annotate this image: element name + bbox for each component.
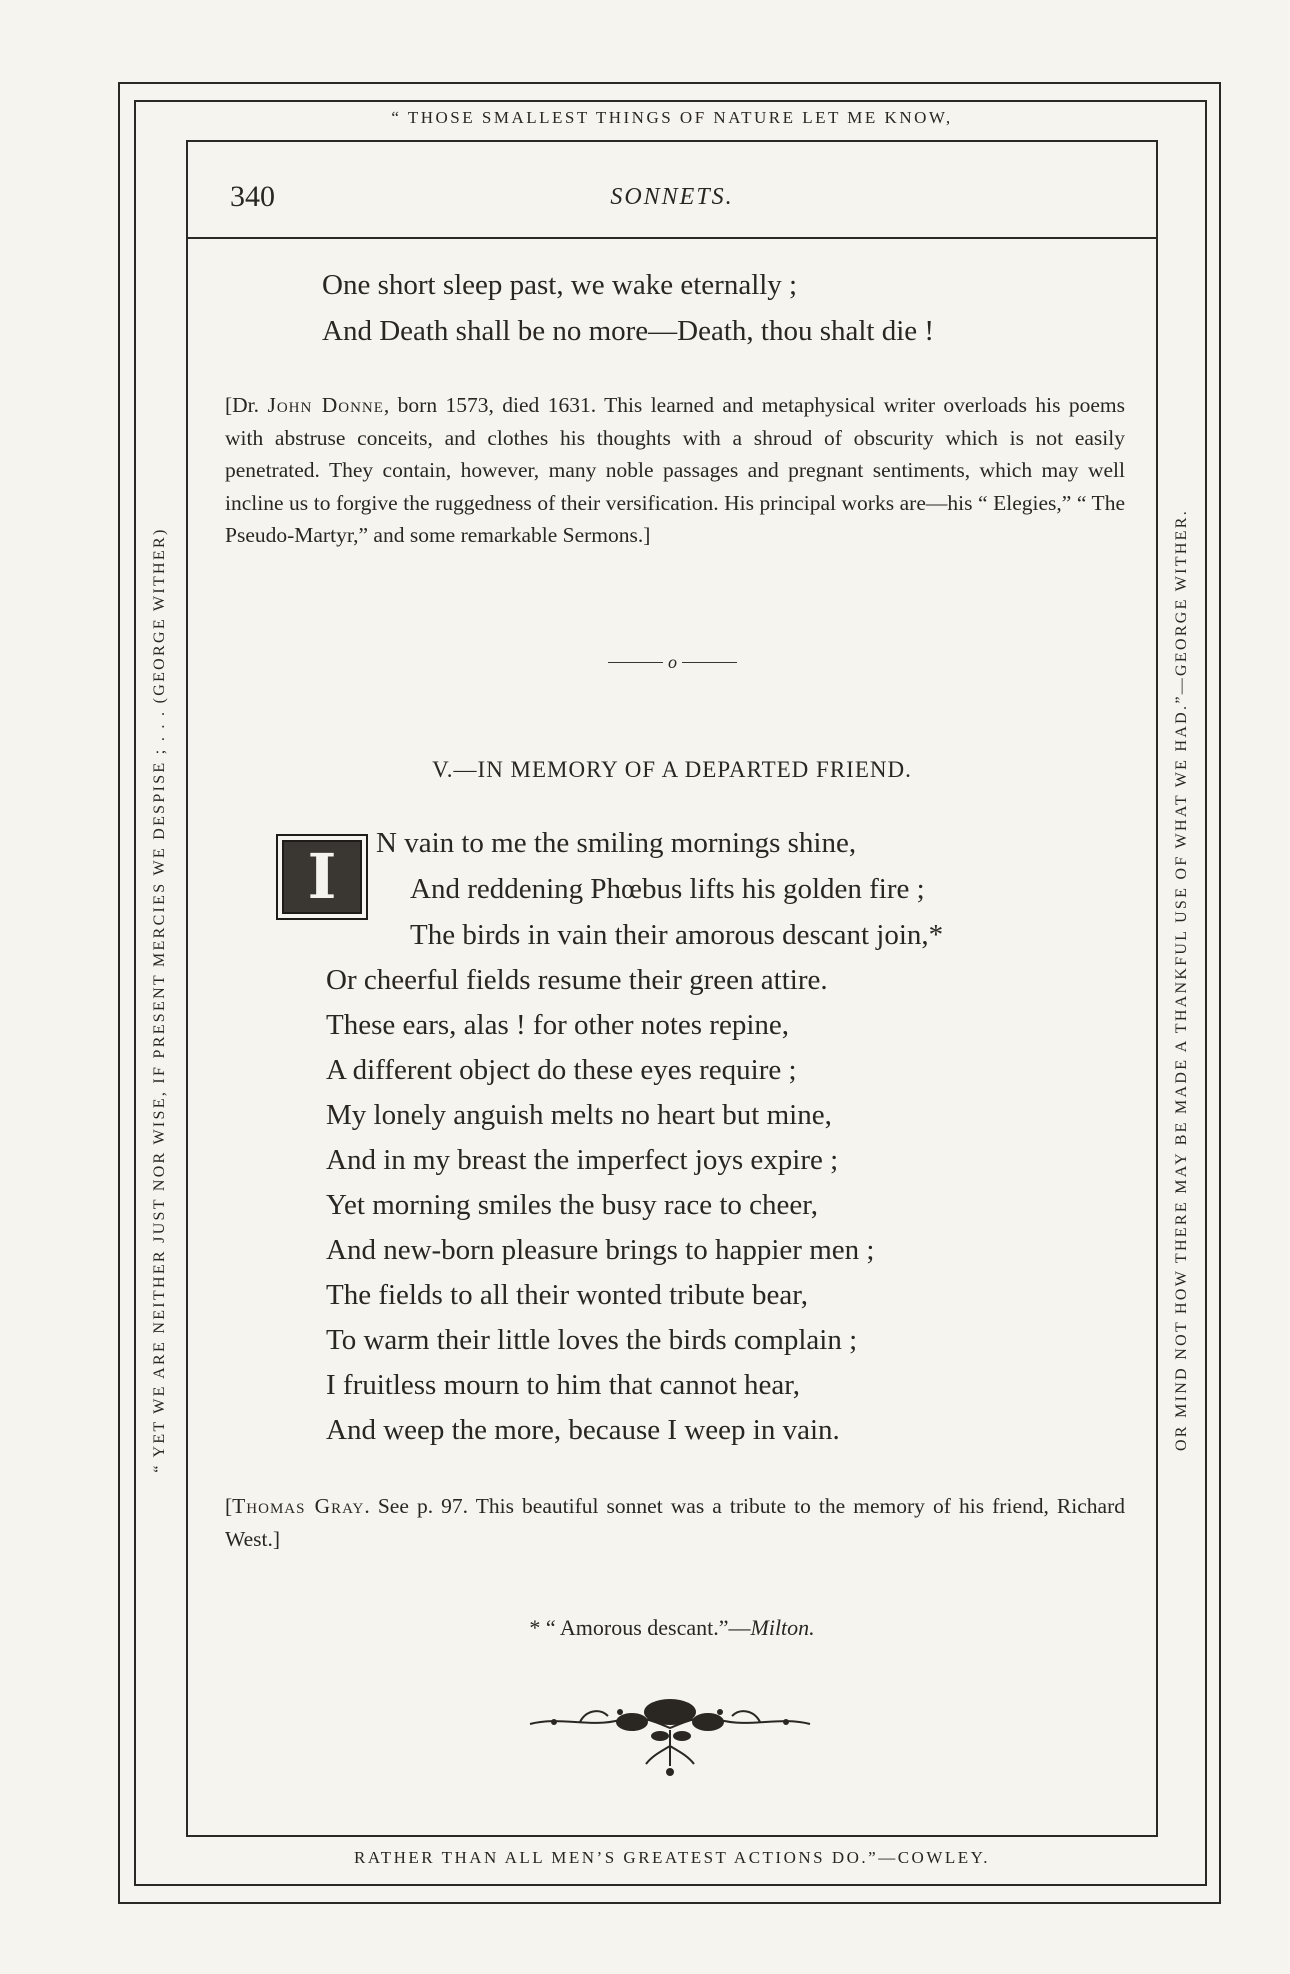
poem-line: And in my breast the imperfect joys expire ; — [326, 1144, 839, 1176]
border-quote-right: OR MIND NOT HOW THERE MAY BE MADE A THANKFUL USE OF WHAT WE HAD.”—GEORGE WITHER. — [1173, 508, 1190, 1452]
donne-note — [225, 389, 1125, 552]
closing-line-2: And Death shall be no more—Death, thou shalt die ! — [322, 315, 935, 347]
floral-ornament-icon — [520, 1686, 820, 1786]
header-rule — [186, 237, 1158, 239]
divider-rule-right — [682, 662, 737, 663]
section-title: V.—IN MEMORY OF A DEPARTED FRIEND. — [432, 757, 912, 782]
note-open: [Dr. — [225, 393, 260, 417]
note-body: . See p. 97. This beautiful sonnet was a tribute to the memory of his friend, Richard West.] — [225, 1494, 1125, 1551]
poem-line-2: And reddening Phœbus lifts his golden fire ; — [410, 873, 925, 905]
divider-mark: o — [668, 652, 677, 672]
note-body: , born 1573, died 1631. This learned and metaphysical writer overloads his poems with abstruse conceits, and clothes his thoughts with a shroud of obscurity which is not easily penetrated. They contain, however, many noble passages and pregnant sentiments, which may well incline us to forgive the ruggedness of their versification. His principal works are—his “ Elegies,” “ The Pseudo-Martyr,” and some remarkable Sermons.] — [225, 393, 1125, 547]
border-quote-left: “ YET WE ARE NEITHER JUST NOR WISE, IF PRESENT MERCIES WE DESPISE ; . . . (GEORGE WITHER) — [151, 527, 168, 1473]
poem-line: A different object do these eyes require ; — [326, 1054, 797, 1086]
poem-line: And weep the more, because I weep in vain. — [326, 1414, 840, 1446]
poem-line-1: N vain to me the smiling mornings shine, — [376, 827, 857, 859]
note-author: Thomas Gray — [232, 1494, 365, 1518]
border-quote-bottom: RATHER THAN ALL MEN’S GREATEST ACTIONS DO.”—COWLEY. — [354, 1848, 990, 1867]
divider-rule-left — [608, 662, 663, 663]
poem-line: The fields to all their wonted tribute bear, — [326, 1279, 809, 1311]
footnote-source: Milton. — [750, 1615, 815, 1640]
closing-line-1: One short sleep past, we wake eternally ; — [322, 269, 798, 301]
poem-line: And new-born pleasure brings to happier men ; — [326, 1234, 875, 1266]
drop-cap — [276, 834, 368, 920]
poem-line: To warm their little loves the birds complain ; — [326, 1324, 858, 1356]
border-quote-top: “ THOSE SMALLEST THINGS OF NATURE LET ME KNOW, — [391, 108, 953, 127]
poem-line: My lonely anguish melts no heart but mine, — [326, 1099, 832, 1131]
footnote — [186, 1614, 1158, 1642]
poem-line: Or cheerful fields resume their green attire. — [326, 964, 828, 996]
poem-line-3: The birds in vain their amorous descant join,* — [410, 919, 944, 951]
drop-cap-letter: I — [307, 840, 337, 913]
poem-line: I fruitless mourn to him that cannot hear, — [326, 1369, 800, 1401]
note-author: John Donne — [267, 393, 384, 417]
section-divider — [605, 652, 740, 672]
poem-line: Yet morning smiles the busy race to cheer, — [326, 1189, 819, 1221]
gray-note — [225, 1490, 1125, 1555]
footnote-text: * “ Amorous descant.”— — [529, 1615, 751, 1640]
page-number: 340 — [230, 180, 275, 213]
drop-cap-panel — [282, 840, 362, 914]
note-open: [ — [225, 1494, 233, 1518]
poem-line: These ears, alas ! for other notes repine, — [326, 1009, 789, 1041]
running-title: SONNETS. — [610, 184, 734, 210]
